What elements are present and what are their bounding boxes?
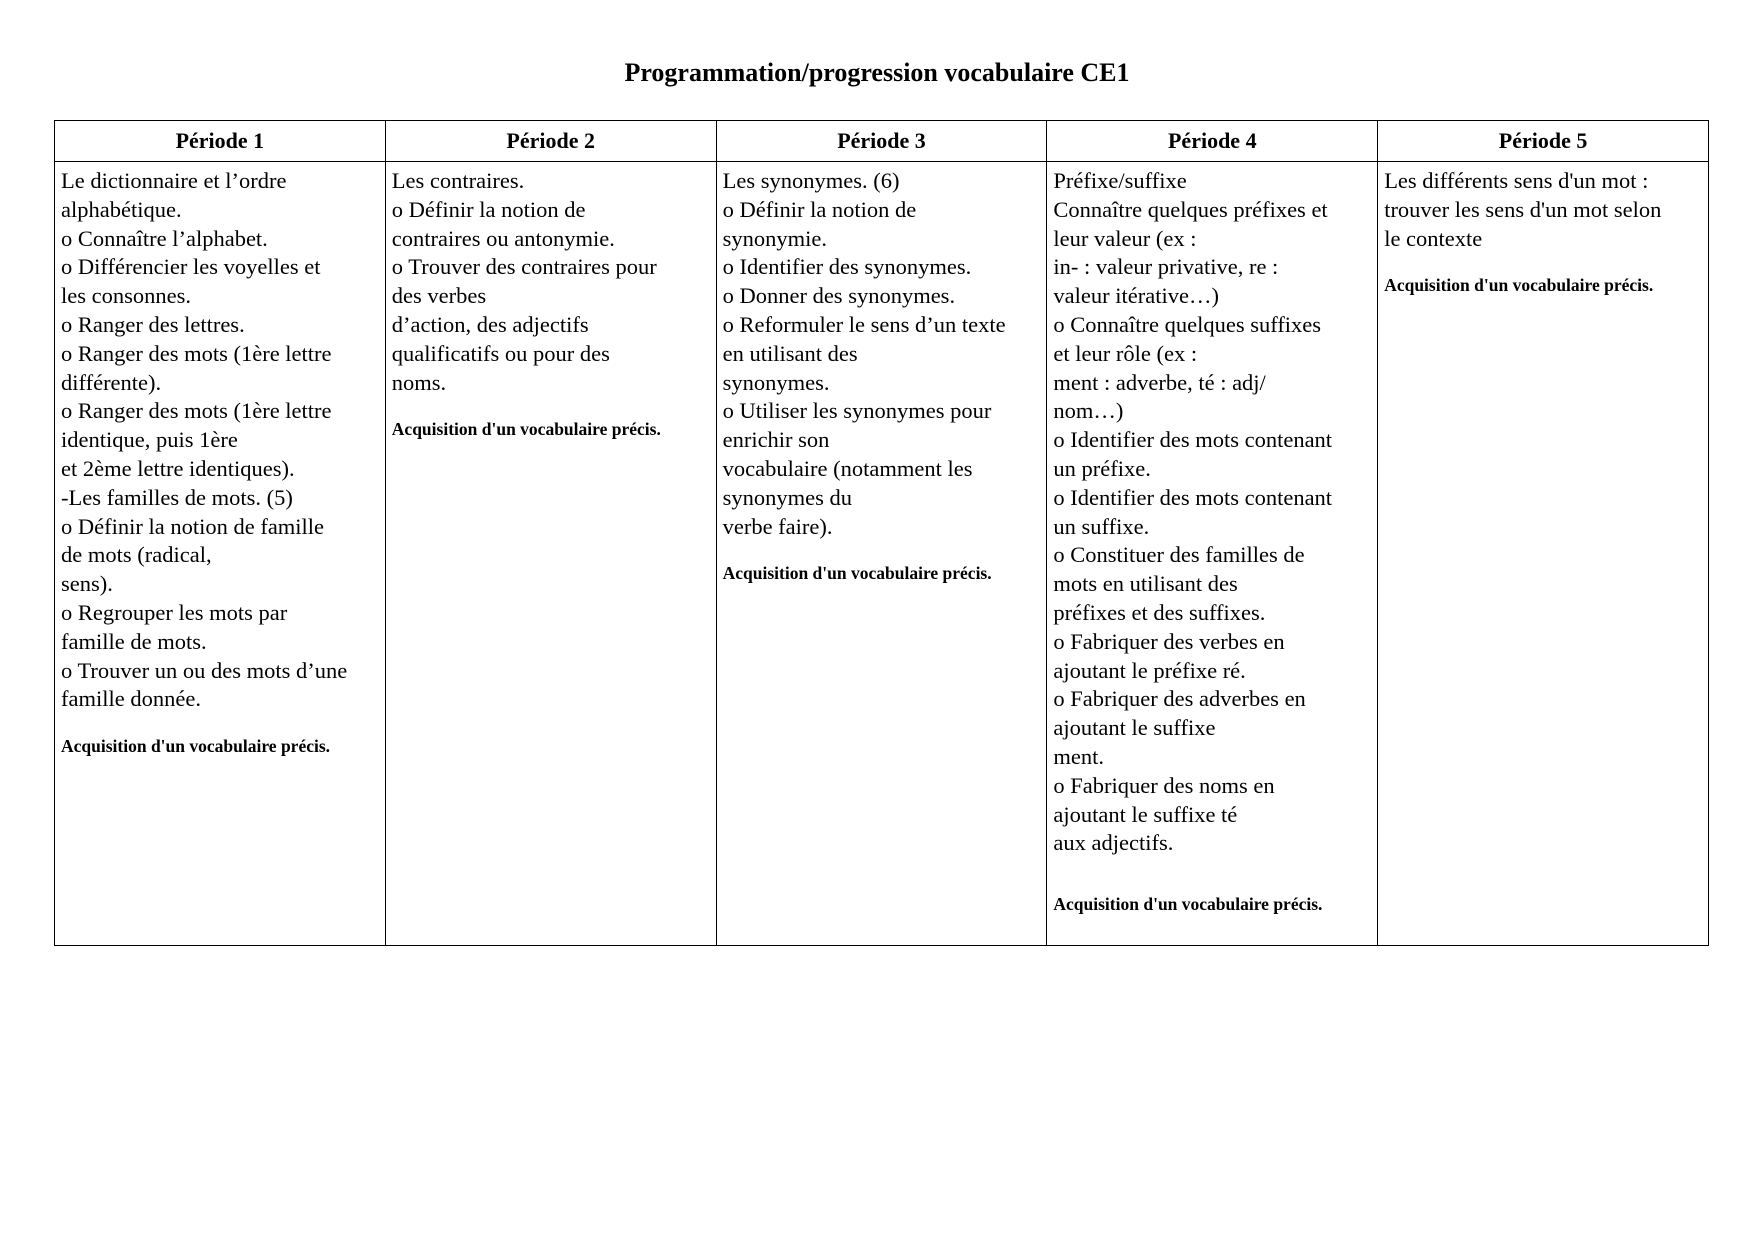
- cell-line: o Trouver un ou des mots d’une: [61, 657, 348, 683]
- cell-line: o Ranger des lettres.: [61, 311, 245, 337]
- cell-line: mots en utilisant des: [1053, 571, 1238, 597]
- cell-line: vocabulaire (notamment les: [722, 455, 973, 481]
- cell-line: ajoutant le suffixe té: [1053, 801, 1238, 827]
- cell-line: -Les familles de mots. (5): [61, 484, 293, 510]
- cell-periode-4: [1047, 162, 1378, 946]
- cell-line: Les contraires.: [391, 168, 525, 193]
- cell-line: o Utiliser les synonymes pour: [722, 398, 992, 424]
- cell-line: o Identifier des synonymes.: [722, 254, 972, 280]
- header-periode-2: Période 2: [385, 121, 716, 162]
- cell-line: identique, puis 1ère: [61, 427, 238, 453]
- progression-table: [54, 120, 1709, 946]
- cell-line: o Fabriquer des adverbes en: [1053, 686, 1306, 712]
- cell-line: un préfixe.: [1053, 455, 1151, 481]
- cell-line: o Fabriquer des noms en: [1053, 772, 1275, 798]
- header-periode-3: Période 3: [716, 121, 1047, 162]
- cell-line: Les différents sens d'un mot :: [1384, 168, 1649, 193]
- cell-line: ment.: [1053, 743, 1105, 769]
- cell-line: le contexte: [1384, 225, 1483, 251]
- cell-line: ajoutant le suffixe: [1053, 715, 1216, 741]
- cell-line: o Ranger des mots (1ère lettre: [61, 398, 332, 424]
- cell-line: verbe faire).: [722, 513, 833, 539]
- cell-line: o Reformuler le sens d’un texte: [722, 311, 1006, 337]
- cell-line: Le dictionnaire et l’ordre: [61, 168, 287, 193]
- cell-line: contraires ou antonymie.: [391, 225, 615, 251]
- cell-line: nom…): [1053, 398, 1124, 424]
- acquisition-note: Acquisition d'un vocabulaire précis.: [61, 736, 331, 757]
- cell-line: aux adjectifs.: [1053, 830, 1174, 856]
- cell-line: sens).: [61, 571, 113, 597]
- acquisition-note: Acquisition d'un vocabulaire précis.: [391, 419, 661, 440]
- cell-line: synonymes du: [722, 484, 852, 510]
- cell-line: o Trouver des contraires pour: [391, 254, 657, 280]
- cell-line: Les synonymes. (6): [722, 168, 900, 193]
- cell-line: un suffixe.: [1053, 513, 1150, 539]
- cell-line: in- : valeur privative, re :: [1053, 254, 1279, 280]
- cell-periode-3: [716, 162, 1047, 946]
- cell-line: leur valeur (ex :: [1053, 225, 1197, 251]
- cell-line: famille de mots.: [61, 628, 207, 654]
- header-periode-1: Période 1: [55, 121, 386, 162]
- acquisition-note: Acquisition d'un vocabulaire précis.: [722, 563, 992, 584]
- cell-line: o Différencier les voyelles et: [61, 254, 321, 280]
- cell-line: o Identifier des mots contenant: [1053, 427, 1333, 453]
- cell-line: enrichir son: [722, 427, 830, 453]
- cell-line: Préfixe/suffixe: [1053, 168, 1187, 193]
- cell-line: o Constituer des familles de: [1053, 542, 1305, 568]
- cell-periode-5: [1378, 162, 1709, 946]
- cell-line: o Donner des synonymes.: [722, 283, 956, 309]
- header-periode-4: Période 4: [1047, 121, 1378, 162]
- cell-periode-2: [385, 162, 716, 946]
- cell-line: ajoutant le préfixe ré.: [1053, 657, 1246, 683]
- cell-line: valeur itérative…): [1053, 283, 1219, 309]
- cell-line: o Connaître l’alphabet.: [61, 225, 268, 251]
- acquisition-note: Acquisition d'un vocabulaire précis.: [1053, 894, 1323, 915]
- cell-line: et 2ème lettre identiques).: [61, 455, 295, 481]
- cell-line: o Fabriquer des verbes en: [1053, 628, 1285, 654]
- cell-line: Connaître quelques préfixes et: [1053, 196, 1328, 222]
- table-header-row: [55, 121, 1709, 162]
- cell-line: ment : adverbe, té : adj/: [1053, 369, 1266, 395]
- cell-line: les consonnes.: [61, 283, 191, 309]
- cell-line: qualificatifs ou pour des: [391, 340, 610, 366]
- cell-periode-1: [55, 162, 386, 946]
- cell-line: en utilisant des: [722, 340, 858, 366]
- cell-line: o Définir la notion de: [391, 196, 586, 222]
- cell-line: préfixes et des suffixes.: [1053, 599, 1266, 625]
- cell-line: alphabétique.: [61, 196, 182, 222]
- cell-line: synonymie.: [722, 225, 827, 251]
- cell-line: o Définir la notion de famille: [61, 513, 325, 539]
- cell-line: o Connaître quelques suffixes: [1053, 311, 1322, 337]
- header-periode-5: Période 5: [1378, 121, 1709, 162]
- cell-line: o Identifier des mots contenant: [1053, 484, 1333, 510]
- cell-line: o Regrouper les mots par: [61, 599, 288, 625]
- cell-line: o Ranger des mots (1ère lettre: [61, 340, 332, 366]
- acquisition-note: Acquisition d'un vocabulaire précis.: [1384, 275, 1654, 296]
- cell-line: trouver les sens d'un mot selon: [1384, 196, 1662, 222]
- cell-line: o Définir la notion de: [722, 196, 917, 222]
- table-body-row: [55, 162, 1709, 946]
- cell-line: noms.: [391, 369, 447, 395]
- cell-line: de mots (radical,: [61, 542, 212, 568]
- cell-line: synonymes.: [722, 369, 830, 395]
- cell-line: des verbes: [391, 283, 487, 309]
- cell-line: différente).: [61, 369, 162, 395]
- cell-line: famille donnée.: [61, 686, 201, 712]
- cell-line: d’action, des adjectifs: [391, 311, 589, 337]
- page-title: Programmation/progression vocabulaire CE1: [624, 58, 1130, 87]
- cell-line: et leur rôle (ex :: [1053, 340, 1198, 366]
